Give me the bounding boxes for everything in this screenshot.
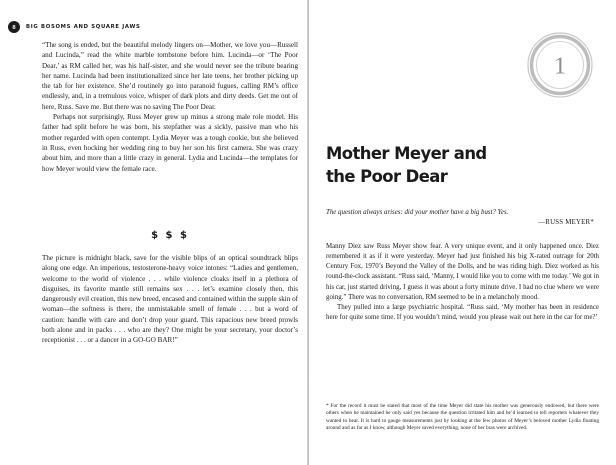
running-head-title: BIG BOSOMS AND SQUARE JAWS — [26, 24, 141, 30]
paragraph: They pulled into a large psychiatric hospital. “Russ said, ‘My mother has been in residence here for quite some time. If you wouldn’t mind, would you please wait out here in the car for me?’ — [326, 303, 599, 322]
page-number: 8 — [8, 21, 20, 33]
left-page — [0, 0, 307, 465]
left-bottom-text — [42, 253, 298, 346]
running-head — [8, 21, 141, 33]
epigraph-quote: The question always arises: did your mother have a big bust? Yes. — [326, 209, 509, 216]
paragraph: “The song is ended, but the beautiful melody lingers on—Mother, we love you—Russell and Lucinda,” read the white marble tombstone before him. Lucinda—or ‘The Poor Dear,’ as RM called her, was his half-sister, and she would never see the tribute bearing her name. Lucinda had been institutionalized since her late teens, her brother picking up the tab for her existence. She’d routinely go into paranoid fugues, calling RM’s office endlessly, and, in a tremulous voice, whisper of dark plots and dirty deeds. Get me out of here, Russ. Save me. But there was no saving The Poor Dear. — [42, 41, 298, 111]
chapter-number: 1 — [554, 53, 566, 80]
chapter-title-line-1: Mother Meyer and — [326, 144, 487, 164]
paragraph: Manny Diez saw Russ Meyer show fear. A very unique event, and it only happened once. Diez remembered it as if it were yesterday. Meyer had just finished his big X-rated outrage for 20th Century Fox, 1970’s Beyond the Valley of the Dolls, and he was riding high. Diez worked as his round-the-clock assistant. “Russ said, ‘Manny, I would like you to come with me today.’ We got in his car, just started driving, I guess it was about a forty minute drive. I had no clue where we were going.” There was no conversation, RM seemed to be in a melancholy mood. — [326, 243, 599, 301]
paragraph: The picture is midnight black, save for the visible blips of an optical soundtrack blips along one edge. An imperious, testosterone-heavy voice intones: “Ladies and gentlemen, welcome to the world of violence . . . while violence cloaks itself in a plethora of disguises, its favorite mantle still remains sex . . . let’s examine closely then, this dangerously evil creation, this new breed, encased and contained within the supple skin of woman—the softness is there, the unmistakable smell of female . . . but a word of caution: handle with care and don’t drop your guard. This rapacious new breed prowls both alone and in packs . . . who are they? One might be your secretary, your doctor’s receptionist . . . or a dancer in a GO-GO BAR!” — [42, 254, 298, 345]
chapter-title — [326, 143, 583, 189]
left-top-text — [42, 40, 298, 174]
epigraph — [326, 208, 596, 228]
paragraph: Perhaps not surprisingly, Russ Meyer grew up minus a strong male role model. His father had split before he was born, his stepfather was a sickly, passive man who his mother regarded with open contempt. Lydia Meyer was a tough cookie, but she believed in Russ, even hocking her wedding ring to buy her son his first camera. She was crazy about him, and more than a little crazy in general. Lydia and Lucinda—the templates for how Meyer would view the female race. — [42, 113, 298, 173]
right-page — [309, 0, 616, 465]
footnote: * For the record it must be stated that most of the time Meyer did state his mother was generously endowed, but there were others when he maintained he only said yes because the question irritated him and he’d learned to tell reporters whatever they wanted to hear. It is hard to gauge measurements just by looking at the few photos of Meyer’s beloved mother Lydia floating around and as far as I know, although Meyer saved everything, none of her bras were archived. — [326, 403, 599, 432]
right-body-text — [326, 242, 599, 323]
epigraph-attribution: —RUSS MEYER* — [538, 219, 594, 226]
section-break-dollar-signs: $ $ $ — [151, 230, 189, 241]
chapter-badge-rings — [526, 31, 594, 99]
chapter-title-line-2: the Poor Dear — [326, 167, 448, 187]
chapter-number-badge — [526, 31, 594, 99]
